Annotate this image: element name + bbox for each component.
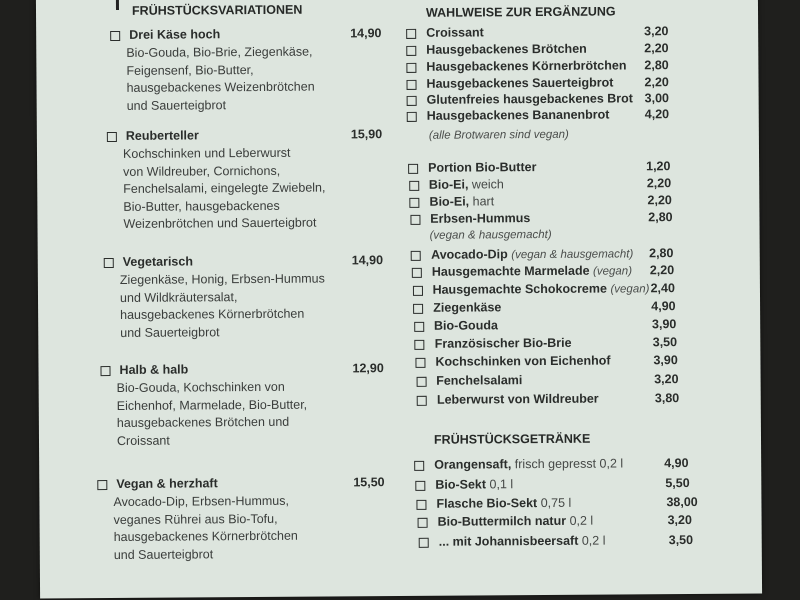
menu-item <box>407 107 707 125</box>
item-name: Hausgebackenes Brötchen <box>426 41 587 57</box>
checkbox[interactable] <box>415 340 425 350</box>
description-line: Kochschinken und Leberwurst <box>122 145 291 161</box>
menu-item <box>406 41 706 59</box>
item-name: Avocado-Dip <box>431 247 508 262</box>
description-line: veganes Rührei aus Bio-Tofu, <box>113 511 278 527</box>
description-line: Fenchelsalami, eingelegte Zwiebeln, <box>123 180 326 196</box>
item-name: Bio-Gouda <box>433 318 498 333</box>
checkbox[interactable] <box>414 322 424 332</box>
description-line: Croissant <box>116 433 170 448</box>
checkbox[interactable] <box>415 358 425 368</box>
item-price: 3,20 <box>644 24 669 39</box>
item-price: 2,20 <box>644 75 669 90</box>
menu-item <box>416 372 716 390</box>
item-name: Erbsen-Hummus <box>430 211 531 226</box>
item-note: (vegan & hausgemacht) <box>429 228 552 242</box>
item-title <box>426 58 626 73</box>
description-line: Eichenhof, Marmelade, Bio-Butter, <box>116 397 308 413</box>
checkbox[interactable] <box>406 63 416 73</box>
checkbox[interactable] <box>413 304 423 314</box>
item-price: 3,20 <box>654 372 679 387</box>
item-title <box>435 354 610 369</box>
menu-item <box>411 246 711 264</box>
item-name: Hausgemachte Marmelade <box>431 263 590 279</box>
item-title <box>429 194 494 208</box>
bookmark-mark <box>116 0 119 10</box>
item-title <box>429 177 504 192</box>
item-price: 3,50 <box>652 335 678 350</box>
item-price: 3,80 <box>654 391 680 406</box>
item-price: 4,90 <box>664 455 689 471</box>
item-detail: 0,2 l <box>581 533 606 548</box>
checkbox[interactable] <box>406 29 416 39</box>
item-name: Croissant <box>426 25 484 40</box>
checkbox[interactable] <box>107 132 117 142</box>
menu-item <box>406 58 706 76</box>
item-detail: (vegan) <box>592 265 633 278</box>
item-title <box>428 160 536 175</box>
description-line: Weizenbrötchen und Sauerteigbrot <box>123 215 317 231</box>
checkbox[interactable] <box>406 46 416 56</box>
item-title <box>435 477 513 492</box>
item-title: Halb & halb <box>119 362 189 377</box>
item-detail: 0,75 l <box>540 495 572 511</box>
item-description <box>120 271 325 342</box>
item-title <box>433 300 501 314</box>
checkbox[interactable] <box>407 112 417 122</box>
item-detail: weich <box>471 177 504 192</box>
item-price: 38,00 <box>666 494 698 510</box>
item-title <box>437 392 599 407</box>
supplements-heading: WAHLWEISE ZUR ERGÄNZUNG <box>425 4 616 20</box>
menu-item <box>408 159 708 177</box>
item-price: 3,20 <box>667 512 692 528</box>
item-title <box>427 91 633 106</box>
item-title <box>434 456 623 471</box>
checkbox[interactable] <box>416 377 426 387</box>
item-price: 2,20 <box>644 41 669 56</box>
item-price: 2,80 <box>649 246 674 261</box>
item-price: 3,90 <box>651 317 677 332</box>
item-description <box>126 44 315 115</box>
description-line: Avocado-Dip, Erbsen-Hummus, <box>113 493 290 509</box>
item-detail: (vegan) <box>610 283 650 296</box>
item-name: ... mit Johannisbeersaft <box>438 533 579 549</box>
item-title <box>436 496 571 511</box>
description-line: Bio-Butter, hausgebackenes <box>123 198 280 214</box>
description-line: Feigensenf, Bio-Butter, <box>126 62 254 78</box>
item-title <box>436 373 522 388</box>
menu-item <box>406 24 706 42</box>
menu-item <box>415 476 715 494</box>
item-price: 1,20 <box>646 159 671 174</box>
menu-item <box>100 361 411 463</box>
checkbox[interactable] <box>104 258 114 268</box>
checkbox[interactable] <box>100 366 110 376</box>
item-description <box>123 145 326 234</box>
checkbox[interactable] <box>412 268 422 278</box>
item-name: Bio-Ei, <box>429 194 470 209</box>
item-name: Hausgebackenes Bananenbrot <box>426 107 610 123</box>
item-title <box>435 336 572 351</box>
description-line: hausgebackenes Körnerbrötchen <box>113 528 298 544</box>
item-title <box>434 318 498 332</box>
menu-item <box>409 176 709 194</box>
menu-item <box>417 391 717 409</box>
checkbox[interactable] <box>418 518 428 528</box>
item-name: Bio-Sekt <box>435 477 487 492</box>
item-title <box>426 25 484 39</box>
description-line: und Sauerteigbrot <box>120 324 220 340</box>
item-name: Flasche Bio-Sekt <box>436 496 538 511</box>
item-title <box>431 246 633 261</box>
checkbox[interactable] <box>409 181 419 191</box>
description-line: hausgebackenes Brötchen und <box>116 414 290 430</box>
item-detail: 0,2 l <box>569 513 594 528</box>
description-line: und Sauerteigbrot <box>113 546 214 562</box>
menu-item <box>415 353 715 371</box>
item-name: Hausgemachte Schokocreme <box>432 281 607 297</box>
item-description <box>117 379 308 450</box>
menu-item <box>413 299 713 317</box>
item-name: Französischer Bio-Brie <box>434 335 572 351</box>
item-price: 5,50 <box>665 475 690 491</box>
item-detail: hart <box>472 194 495 209</box>
item-name: Ziegenkäse <box>433 300 502 315</box>
item-title <box>433 281 650 297</box>
menu-item <box>110 26 421 128</box>
item-price: 3,90 <box>653 353 678 368</box>
item-detail: 0,1 l <box>489 477 514 492</box>
item-name: Bio-Buttermilch natur <box>437 513 567 529</box>
checkbox[interactable] <box>417 396 427 406</box>
item-title: Reuberteller <box>125 128 199 143</box>
item-title <box>426 75 613 90</box>
item-title: Vegan & herzhaft <box>116 476 218 491</box>
description-line: hausgebackenes Weizenbrötchen <box>126 79 315 95</box>
checkbox[interactable] <box>411 251 421 261</box>
item-price: 3,00 <box>644 91 670 106</box>
description-line: hausgebackenes Körnerbrötchen <box>120 306 305 322</box>
menu-item <box>412 263 712 281</box>
item-title <box>432 263 632 278</box>
item-title: Drei Käse hoch <box>129 27 221 42</box>
description-line: Bio-Gouda, Bio-Brie, Ziegenkäse, <box>126 44 313 60</box>
item-price: 3,50 <box>668 532 694 548</box>
item-price: 15,50 <box>353 475 385 490</box>
breakfast-variations-heading: FRÜHSTÜCKSVARIATIONEN <box>131 2 303 18</box>
item-detail: (vegan & hausgemacht) <box>511 248 634 262</box>
item-title: Vegetarisch <box>122 254 193 269</box>
menu-item <box>104 253 415 355</box>
item-title <box>427 108 610 123</box>
item-price: 2,80 <box>648 210 673 225</box>
item-price: 2,20 <box>646 176 672 191</box>
menu-page <box>36 0 762 599</box>
description-line: Bio-Gouda, Kochschinken von <box>116 379 285 395</box>
item-detail: frisch gepresst 0,2 l <box>514 456 624 472</box>
checkbox[interactable] <box>97 480 107 490</box>
item-price: 14,90 <box>351 253 384 268</box>
checkbox[interactable] <box>408 164 418 174</box>
menu-item <box>414 456 714 474</box>
checkbox[interactable] <box>419 538 429 548</box>
description-line: Ziegenkäse, Honig, Erbsen-Hummus <box>119 271 325 287</box>
item-price: 2,80 <box>644 58 669 73</box>
menu-item <box>419 533 719 551</box>
item-name: Orangensaft, <box>434 457 512 472</box>
description-line: von Wildreuber, Cornichons, <box>123 163 281 179</box>
item-price: 2,40 <box>650 281 675 296</box>
item-name: Kochschinken von Eichenhof <box>435 353 611 369</box>
breads-note: (alle Brotwaren sind vegan) <box>428 128 569 142</box>
checkbox[interactable] <box>413 286 423 296</box>
item-title <box>438 514 594 529</box>
checkbox[interactable] <box>410 198 420 208</box>
checkbox[interactable] <box>416 500 426 510</box>
checkbox[interactable] <box>407 96 417 106</box>
item-price: 14,90 <box>350 26 382 41</box>
item-description <box>113 493 298 564</box>
menu-item <box>410 210 710 228</box>
menu-item <box>107 127 418 229</box>
item-price: 4,90 <box>651 299 676 314</box>
description-line: und Sauerteigbrot <box>126 97 227 113</box>
item-title <box>426 42 587 57</box>
menu-item <box>418 513 718 531</box>
menu-item <box>97 475 408 577</box>
item-price: 12,90 <box>352 361 384 376</box>
drinks-heading: FRÜHSTÜCKSGETRÄNKE <box>433 431 591 447</box>
description-line: und Wildkräutersalat, <box>119 289 238 305</box>
item-price: 2,20 <box>649 263 675 278</box>
checkbox[interactable] <box>410 215 420 225</box>
checkbox[interactable] <box>414 461 424 471</box>
item-price: 2,20 <box>647 193 672 208</box>
item-name: Hausgebackenes Sauerteigbrot <box>426 75 614 91</box>
item-name: Glutenfreies hausgebackenes Brot <box>426 91 634 107</box>
item-name: Bio-Ei, <box>428 177 469 192</box>
item-name: Hausgebackenes Körnerbrötchen <box>426 58 627 74</box>
item-title <box>430 211 530 226</box>
checkbox[interactable] <box>406 80 416 90</box>
item-name: Portion Bio-Butter <box>428 160 537 175</box>
menu-item <box>413 281 713 299</box>
checkbox[interactable] <box>415 481 425 491</box>
item-price: 15,90 <box>350 127 383 142</box>
checkbox[interactable] <box>110 31 120 41</box>
menu-item <box>415 335 715 353</box>
item-name: Fenchelsalami <box>436 373 523 388</box>
menu-item <box>416 495 716 513</box>
menu-item <box>409 193 709 211</box>
menu-item <box>414 317 714 335</box>
item-price: 4,20 <box>644 107 670 122</box>
item-name: Leberwurst von Wildreuber <box>436 391 599 407</box>
item-title <box>439 534 606 549</box>
